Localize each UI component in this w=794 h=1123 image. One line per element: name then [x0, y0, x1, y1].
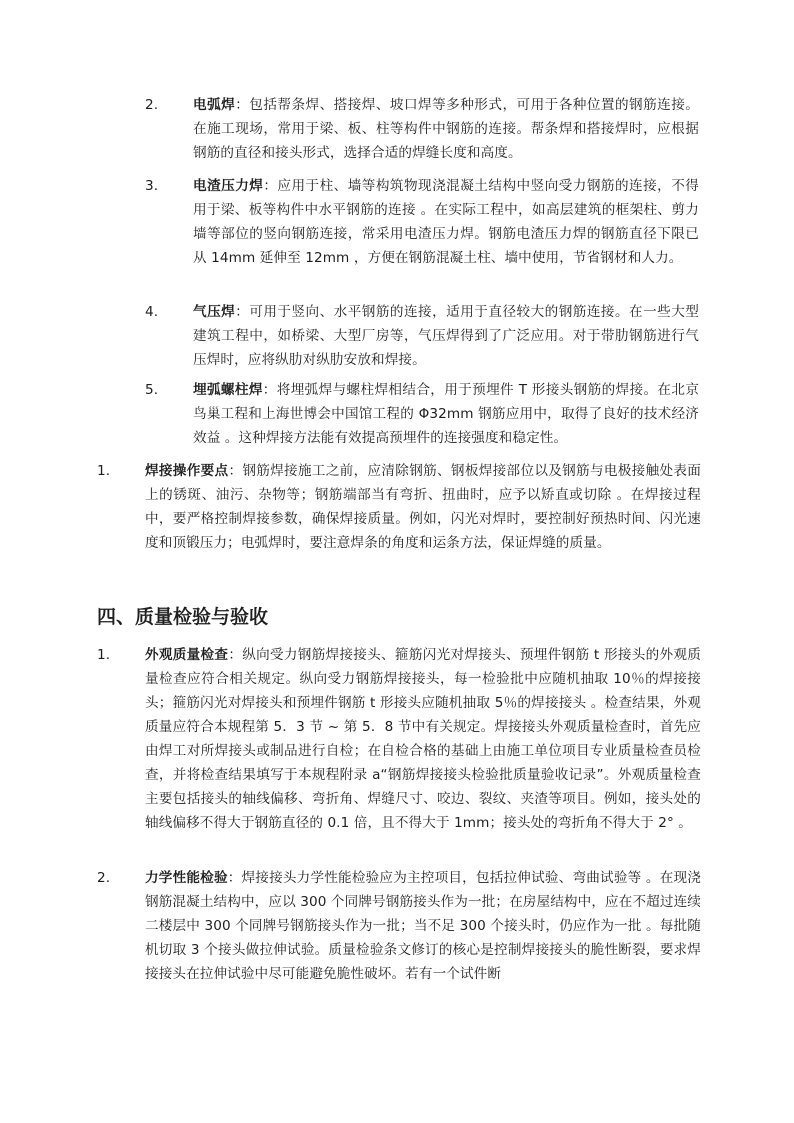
list-item-body — [193, 174, 699, 270]
list-item-term: 电渣压力焊 — [193, 178, 264, 194]
list-item-text: ：将埋弧焊与螺柱焊相结合，用于预埋件 T 形接头钢筋的焊接。在北京鸟巢工程和上海世博会中国馆工程的 Φ32mm 钢筋应用中，取得了良好的技术经济效益 。这种焊接方法能有效提高预埋件的连接强度和稳定性。 — [193, 382, 700, 446]
list-item-text: ：应用于柱、墙等构筑物现浇混凝土结构中竖向受力钢筋的连接，不得用于梁、板等构件中水平钢筋的连接 。在实际工程中，如高层建筑的框架柱、剪力墙等部位的竖向钢筋连接，常采用电渣压力焊。钢筋电渣压力焊的钢筋直径下限已从 14mm 延伸至 12mm ，方便在钢筋混凝土柱、墙中使用，节省钢材和人力。 — [193, 178, 699, 266]
list-item-term: 气压焊 — [193, 304, 236, 320]
list-item-body — [193, 93, 699, 165]
list-item-text: ：可用于竖向、水平钢筋的连接，适用于直径较大的钢筋连接。在一些大型建筑工程中，如桥梁、大型厂房等，气压焊得到了广泛应用。对于带肋钢筋进行气压焊时，应将纵肋对纵肋安放和焊接。 — [193, 304, 699, 368]
list-number: 1. — [97, 463, 111, 479]
list-item-text: ：焊接接头力学性能检验应为主控项目，包括拉伸试验、弯曲试验等 。在现浇钢筋混凝土结构中，应以 300 个同牌号钢筋接头作为一批；在房屋结构中，应在不超过连续二楼层中 300 个同牌号钢筋接头作为一批；当不足 300 个接头时，仍应作为一批 。每批随机切取 3 个接头做拉伸试验。质量检验条文修订的核心是控制焊接接头的脆性断裂，要求焊接接头在拉伸试验中尽可能避免脆性破坏。若有一个试件断 — [145, 870, 701, 982]
list-number: 3. — [145, 178, 159, 194]
list-number: 1. — [97, 647, 111, 663]
list-item-term: 焊接操作要点 — [145, 463, 229, 479]
list-item-body — [193, 378, 699, 450]
list-number: 2. — [145, 97, 159, 113]
list-item-text: ：纵向受力钢筋焊接接头、箍筋闪光对焊接头、预埋件钢筋 t 形接头的外观质量检查应符合相关规定。纵向受力钢筋焊接接头，每一检验批中应随机抽取 10％的焊接接头；箍筋闪光对焊接头和预埋件钢筋 t 形接头应随机抽取 5％的焊接接头 。检查结果，外观质量应符合本规程第 5．3 节 ~ 第 5．8 节中有关规定。焊接接头外观质量检查时，首先应由焊工对所焊接头或制品进行自检；在自检合格的基础上由施工单位项目专业质量检查员检查，并将检查结果填写于本规程附录 a“钢筋焊接接头检验批质量验收记录”。外观质量检查主要包括接头的轴线偏移、弯折角、焊缝尺寸、咬边、裂纹、夹渣等项目。例如，接头处的轴线偏移不得大于钢筋直径的 0.1 倍，且不得大于 1mm；接头处的弯折角不得大于 2° 。 — [145, 647, 701, 831]
list-number: 4. — [145, 304, 159, 320]
list-number: 5. — [145, 382, 159, 398]
list-item-body — [145, 866, 701, 986]
list-item-term: 电弧焊 — [193, 97, 236, 113]
list-item-term: 力学性能检验 — [145, 870, 228, 886]
list-item-text: ：包括帮条焊、搭接焊、坡口焊等多种形式，可用于各种位置的钢筋连接。在施工现场，常用于梁、板、柱等构件中钢筋的连接。帮条焊和搭接焊时，应根据钢筋的直径和接头形式，选择合适的焊缝长度和高度。 — [193, 97, 699, 161]
list-item-body — [145, 643, 701, 835]
list-item-body — [193, 300, 699, 372]
list-item-term: 埋弧螺柱焊 — [193, 382, 263, 398]
section-heading: 四、质量检验与验收 — [97, 606, 269, 628]
list-item-text: ：钢筋焊接施工之前，应清除钢筋、钢板焊接部位以及钢筋与电极接触处表面上的锈斑、油污、杂物等；钢筋端部当有弯折、扭曲时，应予以矫直或切除 。在焊接过程中，要严格控制焊接参数，确保焊接质量。例如，闪光对焊时，要控制好预热时间、闪光速度和顶锻压力；电弧焊时，要注意焊条的角度和运条方法，保证焊缝的质量。 — [145, 463, 701, 551]
list-item-body — [145, 459, 701, 555]
list-item-term: 外观质量检查 — [145, 647, 229, 663]
list-number: 2. — [97, 870, 111, 886]
